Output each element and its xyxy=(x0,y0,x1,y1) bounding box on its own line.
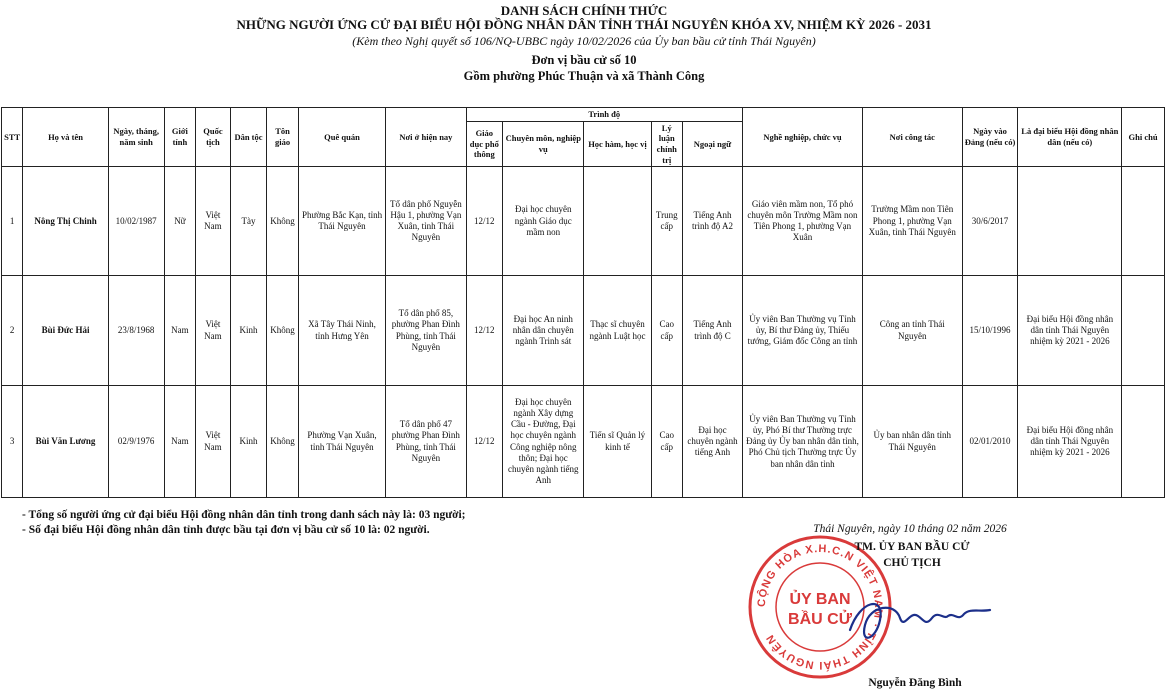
cell-religion: Không xyxy=(267,167,299,276)
header-degree: Học hàm, học vị xyxy=(584,121,651,167)
table-row xyxy=(2,167,1165,276)
cell-delegate: Đại biểu Hội đồng nhân dân tỉnh Thái Nguyên nhiệm kỳ 2021 - 2026 xyxy=(1018,386,1122,498)
elected-count-note: - Số đại biểu Hội đồng nhân dân tỉnh được bầu tại đơn vị bầu cử số 10 là: 02 người. xyxy=(22,524,430,536)
cell-party-date: 15/10/1996 xyxy=(962,276,1018,386)
cell-workplace: Ủy ban nhân dân tỉnh Thái Nguyên xyxy=(862,386,962,498)
cell-degree xyxy=(584,167,651,276)
cell-degree: Tiến sĩ Quản lý kinh tế xyxy=(584,386,651,498)
cell-dob: 23/8/1968 xyxy=(108,276,164,386)
cell-gender: Nam xyxy=(164,386,196,498)
cell-dob: 10/02/1987 xyxy=(108,167,164,276)
cell-general-edu: 12/12 xyxy=(466,386,503,498)
cell-stt: 2 xyxy=(2,276,23,386)
cell-occupation: Ủy viên Ban Thường vụ Tỉnh ủy, Phó Bí thư Thường trực Đảng ủy Ủy ban nhân dân tỉnh, Phó Chủ tịch Thường trực Ủy ban nhân dân tỉnh xyxy=(743,386,863,498)
cell-degree: Thạc sĩ chuyên ngành Luật học xyxy=(584,276,651,386)
document-title: DANH SÁCH CHÍNH THỨC xyxy=(500,3,668,18)
cell-ethnicity: Kinh xyxy=(230,276,267,386)
signing-organization: TM. ỦY BAN BẦU CỬ xyxy=(854,541,970,553)
cell-occupation: Ủy viên Ban Thường vụ Tỉnh ủy, Bí thư Đảng ủy, Thiếu tướng, Giám đốc Công an tỉnh xyxy=(743,276,863,386)
cell-name: Bùi Văn Lương xyxy=(23,386,108,498)
header-general-edu: Giáo dục phổ thông xyxy=(466,121,503,167)
header-nationality: Quốc tịch xyxy=(196,108,231,167)
header-language: Ngoại ngữ xyxy=(683,121,743,167)
header-delegate: Là đại biểu Hội đồng nhân dân (nếu có) xyxy=(1018,108,1122,167)
cell-workplace: Trường Mầm non Tiên Phong 1, phường Vạn Xuân, tỉnh Thái Nguyên xyxy=(862,167,962,276)
cell-specialty: Đại học chuyên ngành Xây dựng Cầu - Đường, Đại học chuyên ngành Công nghiệp nông thôn; Đại học chuyên ngành tiếng Anh xyxy=(503,386,584,498)
cell-general-edu: 12/12 xyxy=(466,167,503,276)
cell-dob: 02/9/1976 xyxy=(108,386,164,498)
signing-role: CHỦ TỊCH xyxy=(883,557,941,569)
header-occupation: Nghề nghiệp, chức vụ xyxy=(743,108,863,167)
electoral-area: Gồm phường Phúc Thuận và xã Thành Công xyxy=(463,69,705,83)
header-ethnicity: Dân tộc xyxy=(230,108,267,167)
cell-language: Đại học chuyên ngành tiếng Anh xyxy=(683,386,743,498)
cell-workplace: Công an tỉnh Thái Nguyên xyxy=(862,276,962,386)
header-specialty: Chuyên môn, nghiệp vụ xyxy=(503,121,584,167)
cell-residence: Tổ dân phố 47 phường Phan Đình Phùng, tỉnh Thái Nguyên xyxy=(386,386,466,498)
cell-gender: Nữ xyxy=(164,167,196,276)
cell-delegate xyxy=(1018,167,1122,276)
total-candidates-note: - Tổng số người ứng cử đại biểu Hội đồng nhân dân tỉnh trong danh sách này là: 03 người; xyxy=(22,509,466,521)
candidate-table xyxy=(1,107,1165,498)
cell-residence: Tổ dân phố Nguyễn Hậu 1, phường Vạn Xuân, tỉnh Thái Nguyên xyxy=(386,167,466,276)
cell-hometown: Phường Bắc Kạn, tỉnh Thái Nguyên xyxy=(298,167,385,276)
cell-stt: 1 xyxy=(2,167,23,276)
cell-hometown: Xã Tây Thái Ninh, tỉnh Hưng Yên xyxy=(298,276,385,386)
cell-general-edu: 12/12 xyxy=(466,276,503,386)
header-residence: Nơi ở hiện nay xyxy=(386,108,466,167)
stamp-center-line2: BẦU CỬ xyxy=(788,611,852,628)
svg-text:CỘNG HÒA X.H.C.N VIỆT NAM · TỈ: CỘNG HÒA X.H.C.N VIỆT NAM · TỈNH THÁI NGUYÊN xyxy=(755,542,885,672)
cell-ethnicity: Tày xyxy=(230,167,267,276)
electoral-unit: Đơn vị bầu cử số 10 xyxy=(531,53,637,67)
stamp-center-line1: ỦY BAN xyxy=(789,591,851,608)
cell-gender: Nam xyxy=(164,276,196,386)
cell-name: Bùi Đức Hải xyxy=(23,276,108,386)
cell-specialty: Đại học An ninh nhân dân chuyên ngành Trinh sát xyxy=(503,276,584,386)
table-row xyxy=(2,276,1165,386)
cell-politics: Cao cấp xyxy=(651,386,683,498)
cell-note xyxy=(1122,386,1165,498)
cell-religion: Không xyxy=(267,386,299,498)
cell-ethnicity: Kinh xyxy=(230,386,267,498)
cell-religion: Không xyxy=(267,276,299,386)
cell-note xyxy=(1122,276,1165,386)
header-dob: Ngày, tháng, năm sinh xyxy=(108,108,164,167)
cell-language: Tiếng Anh trình độ A2 xyxy=(683,167,743,276)
table-row xyxy=(2,386,1165,498)
cell-specialty: Đại học chuyên ngành Giáo dục mầm non xyxy=(503,167,584,276)
cell-language: Tiếng Anh trình độ C xyxy=(683,276,743,386)
cell-note xyxy=(1122,167,1165,276)
cell-nationality: Việt Nam xyxy=(196,276,231,386)
cell-nationality: Việt Nam xyxy=(196,167,231,276)
cell-politics: Trung cấp xyxy=(651,167,683,276)
document-subtitle: NHỮNG NGƯỜI ỨNG CỬ ĐẠI BIỂU HỘI ĐỒNG NHÂN DÂN TỈNH THÁI NGUYÊN KHÓA XV, NHIỆM KỲ 2026 - 2031 xyxy=(236,17,932,32)
cell-party-date: 02/01/2010 xyxy=(962,386,1018,498)
header-party-date: Ngày vào Đảng (nếu có) xyxy=(962,108,1018,167)
header-workplace: Nơi công tác xyxy=(862,108,962,167)
cell-party-date: 30/6/2017 xyxy=(962,167,1018,276)
cell-delegate: Đại biểu Hội đồng nhân dân tỉnh Thái Nguyên nhiệm kỳ 2021 - 2026 xyxy=(1018,276,1122,386)
header-stt: STT xyxy=(2,108,23,167)
header-gender: Giới tính xyxy=(164,108,196,167)
header-education-group: Trình độ xyxy=(466,108,742,122)
place-date: Thái Nguyên, ngày 10 tháng 02 năm 2026 xyxy=(813,523,1007,535)
cell-residence: Tổ dân phố 85, phường Phan Đình Phùng, tỉnh Thái Nguyên xyxy=(386,276,466,386)
header-hometown: Quê quán xyxy=(298,108,385,167)
header-religion: Tôn giáo xyxy=(267,108,299,167)
cell-occupation: Giáo viên mầm non, Tổ phó chuyên môn Trường Mầm non Tiên Phong 1, phường Vạn Xuân xyxy=(743,167,863,276)
cell-hometown: Phường Vạn Xuân, tỉnh Thái Nguyên xyxy=(298,386,385,498)
signature xyxy=(840,590,1000,650)
header-name: Họ và tên xyxy=(23,108,108,167)
document-reference: (Kèm theo Nghị quyết số 106/NQ-UBBC ngày 10/02/2026 của Ủy ban bầu cử tỉnh Thái Nguyên) xyxy=(352,34,816,48)
cell-stt: 3 xyxy=(2,386,23,498)
header-note: Ghi chú xyxy=(1122,108,1165,167)
cell-name: Nông Thị Chinh xyxy=(23,167,108,276)
header-politics: Lý luận chính trị xyxy=(651,121,683,167)
signer-name: Nguyễn Đăng Bình xyxy=(868,677,962,689)
cell-nationality: Việt Nam xyxy=(196,386,231,498)
cell-politics: Cao cấp xyxy=(651,276,683,386)
